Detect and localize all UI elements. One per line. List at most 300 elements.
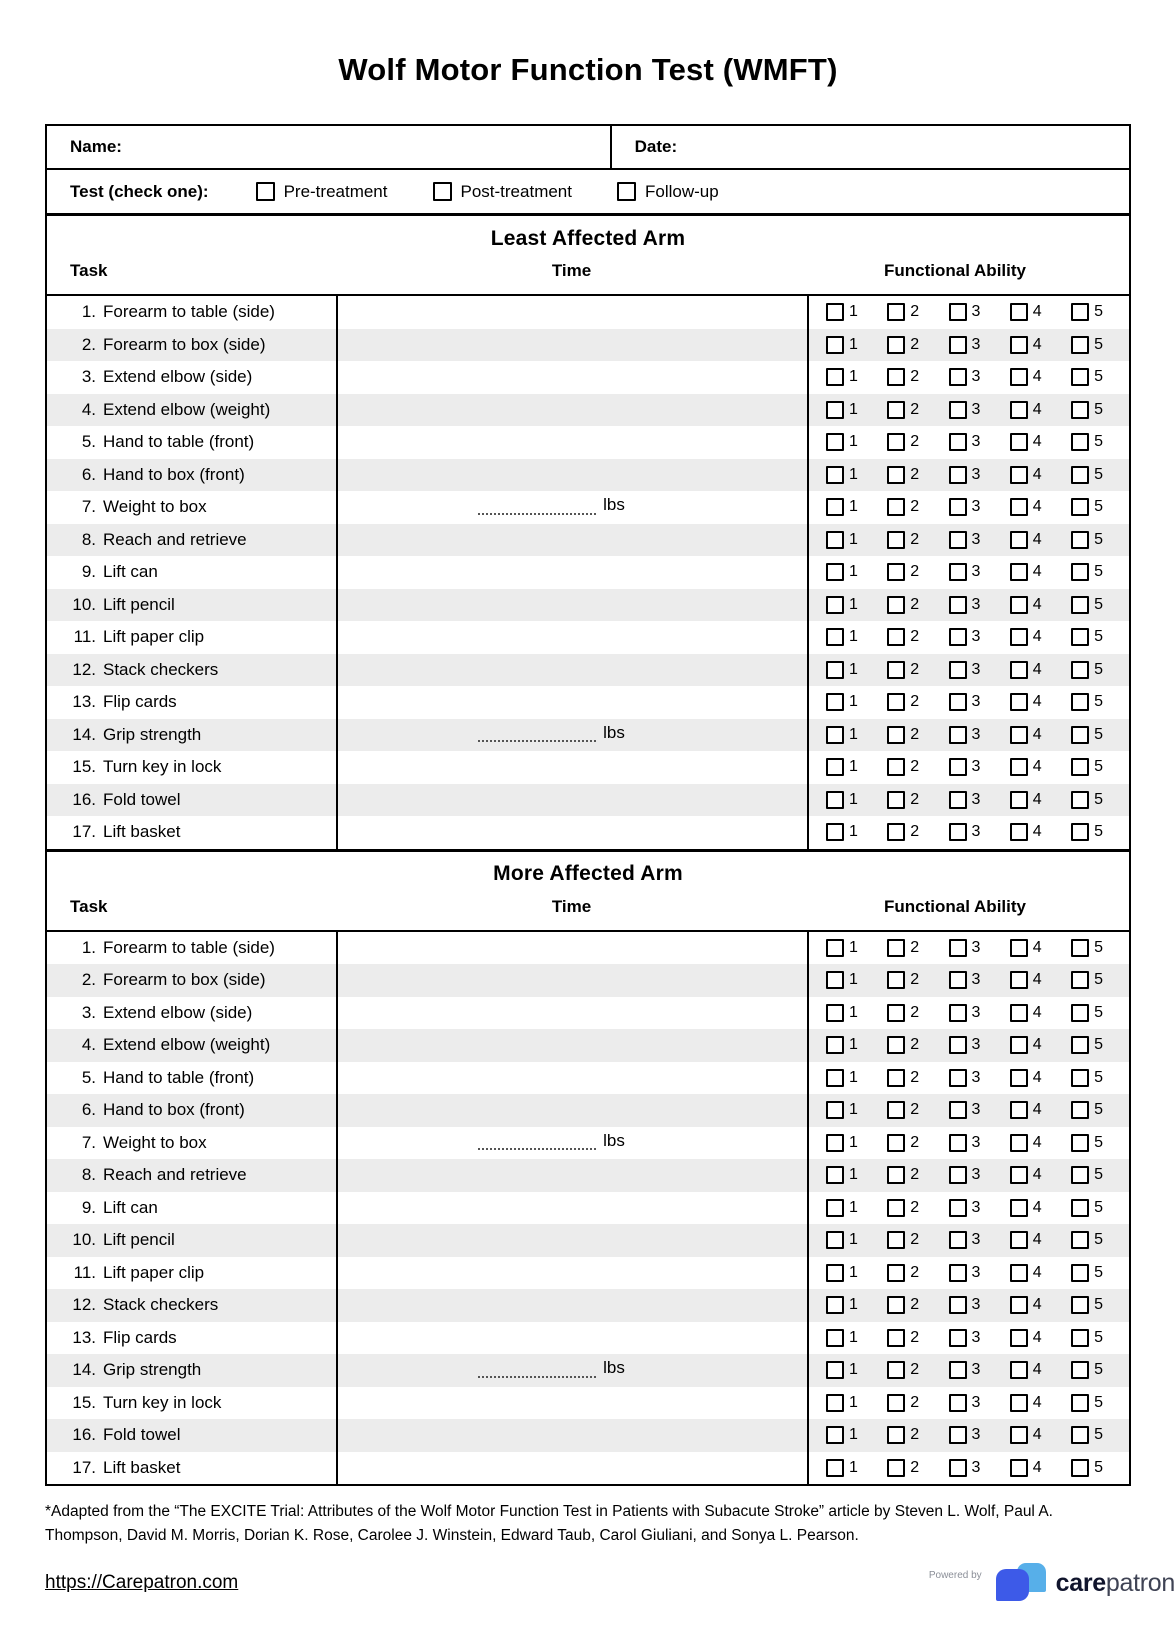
ability-checkbox-5[interactable] bbox=[1071, 401, 1089, 419]
ability-checkbox-1[interactable] bbox=[826, 1426, 844, 1444]
ability-checkbox-3[interactable] bbox=[949, 971, 967, 989]
brand-wordmark-care: care bbox=[1055, 1568, 1106, 1597]
task-cell bbox=[47, 1387, 336, 1420]
ability-checkbox-2[interactable] bbox=[887, 726, 905, 744]
ability-checkbox-1[interactable] bbox=[826, 498, 844, 516]
ability-checkbox-1[interactable] bbox=[826, 1361, 844, 1379]
ability-checkbox-2[interactable] bbox=[887, 1296, 905, 1314]
ability-checkbox-1[interactable] bbox=[826, 1264, 844, 1282]
ability-checkbox-1[interactable] bbox=[826, 939, 844, 957]
ability-checkbox-5[interactable] bbox=[1071, 303, 1089, 321]
ability-score-label: 2 bbox=[910, 971, 920, 989]
task-cell bbox=[47, 589, 336, 622]
time-input-area[interactable] bbox=[336, 964, 807, 997]
ability-checkbox-1[interactable] bbox=[826, 368, 844, 386]
ability-checkbox-3[interactable] bbox=[949, 1101, 967, 1119]
ability-checkbox-3[interactable] bbox=[949, 1361, 967, 1379]
time-input-area[interactable] bbox=[336, 1192, 807, 1225]
ability-checkbox-3[interactable] bbox=[949, 1329, 967, 1347]
time-input-area[interactable] bbox=[336, 1062, 807, 1095]
ability-score-label: 5 bbox=[1094, 725, 1103, 743]
task-cell bbox=[47, 556, 336, 589]
ability-checkbox-5[interactable] bbox=[1071, 971, 1089, 989]
ability-checkbox-4[interactable] bbox=[1010, 368, 1028, 386]
ability-checkbox-1[interactable] bbox=[826, 1134, 844, 1152]
task-label: Lift can bbox=[103, 562, 158, 582]
ability-option-1 bbox=[826, 693, 858, 711]
ability-checkbox-4[interactable] bbox=[1010, 661, 1028, 679]
ability-option-4 bbox=[1010, 336, 1042, 354]
time-input-area[interactable] bbox=[336, 1322, 807, 1355]
ability-checkbox-2[interactable] bbox=[887, 1069, 905, 1087]
ability-checkbox-1[interactable] bbox=[826, 1004, 844, 1022]
ability-score-label: 4 bbox=[1032, 400, 1042, 418]
ability-checkbox-3[interactable] bbox=[949, 791, 967, 809]
ability-checkbox-2[interactable] bbox=[887, 368, 905, 386]
ability-checkbox-4[interactable] bbox=[1010, 498, 1028, 516]
ability-score-label: 2 bbox=[910, 368, 920, 386]
ability-checkbox-4[interactable] bbox=[1010, 758, 1028, 776]
ability-checkbox-5[interactable] bbox=[1071, 1361, 1089, 1379]
ability-option-5 bbox=[1071, 531, 1103, 549]
task-row bbox=[47, 556, 1129, 589]
ability-checkbox-3[interactable] bbox=[949, 1069, 967, 1087]
ability-checkbox-1[interactable] bbox=[826, 758, 844, 776]
ability-checkbox-2[interactable] bbox=[887, 791, 905, 809]
ability-checkbox-1[interactable] bbox=[826, 303, 844, 321]
ability-checkbox-2[interactable] bbox=[887, 1036, 905, 1054]
time-input-area[interactable] bbox=[336, 459, 807, 492]
ability-option-2 bbox=[887, 791, 919, 809]
functional-ability-cell bbox=[807, 1094, 1129, 1127]
ability-checkbox-5[interactable] bbox=[1071, 628, 1089, 646]
task-row bbox=[47, 524, 1129, 557]
lbs-label: lbs bbox=[603, 722, 625, 742]
ability-option-1 bbox=[826, 823, 858, 841]
ability-checkbox-4[interactable] bbox=[1010, 433, 1028, 451]
ability-option-1 bbox=[826, 1296, 858, 1314]
post-treatment-checkbox[interactable] bbox=[433, 182, 452, 201]
ability-option-5 bbox=[1071, 1069, 1103, 1087]
ability-score-label: 2 bbox=[910, 563, 920, 581]
ability-checkbox-1[interactable] bbox=[826, 336, 844, 354]
ability-checkbox-3[interactable] bbox=[949, 368, 967, 386]
functional-ability-cell bbox=[807, 932, 1129, 965]
ability-option-5 bbox=[1071, 628, 1103, 646]
citation-line: *Adapted from the “The EXCITE Trial: Attributes of the Wolf Motor Function Test in Patients with Subacute Stroke” article by Steven L. Wolf, Paul A. bbox=[45, 1503, 1053, 1520]
ability-checkbox-1[interactable] bbox=[826, 466, 844, 484]
ability-option-5 bbox=[1071, 1459, 1103, 1477]
time-input-area[interactable] bbox=[336, 1159, 807, 1192]
time-input-area[interactable] bbox=[336, 361, 807, 394]
ability-score-label: 4 bbox=[1032, 758, 1042, 776]
ability-checkbox-3[interactable] bbox=[949, 1426, 967, 1444]
follow-up-checkbox[interactable] bbox=[617, 182, 636, 201]
wmft-form bbox=[45, 124, 1131, 1486]
time-input-area[interactable] bbox=[336, 621, 807, 654]
follow-up-option bbox=[617, 182, 719, 202]
ability-option-2 bbox=[887, 1069, 919, 1087]
ability-score-label: 1 bbox=[849, 971, 858, 989]
ability-checkbox-4[interactable] bbox=[1010, 628, 1028, 646]
task-row bbox=[47, 1322, 1129, 1355]
ability-checkbox-3[interactable] bbox=[949, 1166, 967, 1184]
ability-checkbox-1[interactable] bbox=[826, 693, 844, 711]
ability-option-2 bbox=[887, 971, 919, 989]
ability-checkbox-2[interactable] bbox=[887, 1426, 905, 1444]
ability-checkbox-4[interactable] bbox=[1010, 971, 1028, 989]
ability-checkbox-5[interactable] bbox=[1071, 758, 1089, 776]
ability-checkbox-4[interactable] bbox=[1010, 1329, 1028, 1347]
ability-score-label: 5 bbox=[1094, 303, 1103, 321]
ability-checkbox-1[interactable] bbox=[826, 531, 844, 549]
ability-checkbox-3[interactable] bbox=[949, 758, 967, 776]
ability-checkbox-5[interactable] bbox=[1071, 693, 1089, 711]
ability-checkbox-1[interactable] bbox=[826, 401, 844, 419]
time-input-area[interactable] bbox=[336, 1127, 807, 1160]
ability-checkbox-5[interactable] bbox=[1071, 1296, 1089, 1314]
ability-checkbox-4[interactable] bbox=[1010, 1004, 1028, 1022]
ability-option-1 bbox=[826, 758, 858, 776]
ability-checkbox-5[interactable] bbox=[1071, 1199, 1089, 1217]
lbs-label: lbs bbox=[603, 1358, 625, 1378]
ability-checkbox-1[interactable] bbox=[826, 1101, 844, 1119]
ability-checkbox-5[interactable] bbox=[1071, 1101, 1089, 1119]
time-input-area[interactable] bbox=[336, 751, 807, 784]
ability-checkbox-3[interactable] bbox=[949, 531, 967, 549]
ability-option-1 bbox=[826, 1231, 858, 1249]
ability-checkbox-1[interactable] bbox=[826, 563, 844, 581]
ability-checkbox-2[interactable] bbox=[887, 1166, 905, 1184]
ability-checkbox-3[interactable] bbox=[949, 661, 967, 679]
ability-checkbox-5[interactable] bbox=[1071, 1459, 1089, 1477]
task-cell bbox=[47, 1419, 336, 1452]
ability-option-4 bbox=[1010, 971, 1042, 989]
ability-checkbox-4[interactable] bbox=[1010, 1101, 1028, 1119]
ability-checkbox-4[interactable] bbox=[1010, 1361, 1028, 1379]
ability-checkbox-4[interactable] bbox=[1010, 531, 1028, 549]
ability-checkbox-2[interactable] bbox=[887, 1361, 905, 1379]
ability-checkbox-1[interactable] bbox=[826, 1296, 844, 1314]
ability-checkbox-1[interactable] bbox=[826, 596, 844, 614]
ability-score-label: 4 bbox=[1032, 790, 1042, 808]
time-input-area[interactable] bbox=[336, 1289, 807, 1322]
ability-checkbox-1[interactable] bbox=[826, 1459, 844, 1477]
ability-checkbox-3[interactable] bbox=[949, 1231, 967, 1249]
ability-checkbox-3[interactable] bbox=[949, 1134, 967, 1152]
ability-checkbox-5[interactable] bbox=[1071, 1426, 1089, 1444]
ability-checkbox-2[interactable] bbox=[887, 693, 905, 711]
ability-checkbox-2[interactable] bbox=[887, 661, 905, 679]
ability-checkbox-1[interactable] bbox=[826, 1329, 844, 1347]
ability-checkbox-1[interactable] bbox=[826, 661, 844, 679]
ability-checkbox-2[interactable] bbox=[887, 628, 905, 646]
ability-score-label: 1 bbox=[849, 465, 858, 483]
ability-checkbox-3[interactable] bbox=[949, 401, 967, 419]
ability-checkbox-4[interactable] bbox=[1010, 1459, 1028, 1477]
ability-checkbox-2[interactable] bbox=[887, 823, 905, 841]
time-input-area[interactable] bbox=[336, 686, 807, 719]
ability-checkbox-3[interactable] bbox=[949, 563, 967, 581]
ability-checkbox-3[interactable] bbox=[949, 939, 967, 957]
pre-treatment-checkbox[interactable] bbox=[256, 182, 275, 201]
ability-checkbox-1[interactable] bbox=[826, 1036, 844, 1054]
ability-checkbox-2[interactable] bbox=[887, 336, 905, 354]
task-cell bbox=[47, 1452, 336, 1485]
ability-checkbox-2[interactable] bbox=[887, 1394, 905, 1412]
ability-checkbox-4[interactable] bbox=[1010, 303, 1028, 321]
time-input-area[interactable] bbox=[336, 1094, 807, 1127]
ability-checkbox-3[interactable] bbox=[949, 628, 967, 646]
ability-score-label: 4 bbox=[1032, 628, 1042, 646]
ability-checkbox-4[interactable] bbox=[1010, 1069, 1028, 1087]
ability-checkbox-1[interactable] bbox=[826, 1231, 844, 1249]
ability-checkbox-2[interactable] bbox=[887, 1231, 905, 1249]
ability-checkbox-5[interactable] bbox=[1071, 596, 1089, 614]
ability-checkbox-5[interactable] bbox=[1071, 823, 1089, 841]
ability-checkbox-4[interactable] bbox=[1010, 466, 1028, 484]
ability-checkbox-5[interactable] bbox=[1071, 1264, 1089, 1282]
ability-checkbox-4[interactable] bbox=[1010, 1394, 1028, 1412]
pre-treatment-option bbox=[256, 182, 388, 202]
time-input-area[interactable] bbox=[336, 556, 807, 589]
time-input-area[interactable] bbox=[336, 719, 807, 752]
ability-score-label: 3 bbox=[971, 1231, 981, 1249]
ability-checkbox-5[interactable] bbox=[1071, 1069, 1089, 1087]
time-input-area[interactable] bbox=[336, 1452, 807, 1485]
task-label: Hand to table (front) bbox=[103, 1067, 255, 1087]
ability-checkbox-2[interactable] bbox=[887, 971, 905, 989]
ability-checkbox-2[interactable] bbox=[887, 401, 905, 419]
column-header-task: Task bbox=[70, 896, 108, 916]
ability-checkbox-4[interactable] bbox=[1010, 1426, 1028, 1444]
carepatron-link[interactable]: https://Carepatron.com bbox=[45, 1572, 239, 1593]
ability-option-3 bbox=[949, 1199, 981, 1217]
ability-checkbox-2[interactable] bbox=[887, 939, 905, 957]
ability-checkbox-2[interactable] bbox=[887, 1134, 905, 1152]
ability-checkbox-2[interactable] bbox=[887, 498, 905, 516]
ability-checkbox-3[interactable] bbox=[949, 1296, 967, 1314]
ability-checkbox-5[interactable] bbox=[1071, 791, 1089, 809]
ability-checkbox-2[interactable] bbox=[887, 531, 905, 549]
time-input-area[interactable] bbox=[336, 296, 807, 329]
ability-checkbox-1[interactable] bbox=[826, 628, 844, 646]
ability-checkbox-3[interactable] bbox=[949, 303, 967, 321]
ability-checkbox-3[interactable] bbox=[949, 1199, 967, 1217]
date-field[interactable] bbox=[610, 126, 1129, 168]
ability-checkbox-4[interactable] bbox=[1010, 1199, 1028, 1217]
functional-ability-cell bbox=[807, 686, 1129, 719]
ability-option-3 bbox=[949, 1101, 981, 1119]
ability-checkbox-1[interactable] bbox=[826, 1199, 844, 1217]
ability-score-label: 2 bbox=[910, 1361, 920, 1379]
ability-checkbox-3[interactable] bbox=[949, 1004, 967, 1022]
ability-checkbox-2[interactable] bbox=[887, 1329, 905, 1347]
task-label: Extend elbow (weight) bbox=[103, 399, 271, 419]
ability-option-3 bbox=[949, 1004, 981, 1022]
time-input-area[interactable] bbox=[336, 784, 807, 817]
task-label: Hand to box (front) bbox=[103, 1100, 245, 1120]
time-input-area[interactable] bbox=[336, 932, 807, 965]
ability-checkbox-4[interactable] bbox=[1010, 939, 1028, 957]
time-input-area[interactable] bbox=[336, 329, 807, 362]
ability-checkbox-4[interactable] bbox=[1010, 791, 1028, 809]
ability-checkbox-1[interactable] bbox=[826, 1069, 844, 1087]
time-input-area[interactable] bbox=[336, 524, 807, 557]
ability-option-2 bbox=[887, 336, 919, 354]
ability-checkbox-3[interactable] bbox=[949, 1036, 967, 1054]
ability-score-label: 1 bbox=[849, 368, 858, 386]
ability-option-2 bbox=[887, 1101, 919, 1119]
ability-option-2 bbox=[887, 823, 919, 841]
ability-option-3 bbox=[949, 1361, 981, 1379]
ability-checkbox-4[interactable] bbox=[1010, 1134, 1028, 1152]
ability-checkbox-3[interactable] bbox=[949, 1394, 967, 1412]
task-number: 15. bbox=[72, 757, 96, 777]
task-label: Fold towel bbox=[103, 789, 181, 809]
ability-checkbox-4[interactable] bbox=[1010, 1296, 1028, 1314]
ability-option-5 bbox=[1071, 1329, 1103, 1347]
time-input-area[interactable] bbox=[336, 654, 807, 687]
ability-option-4 bbox=[1010, 823, 1042, 841]
name-field[interactable] bbox=[47, 126, 610, 168]
ability-checkbox-4[interactable] bbox=[1010, 693, 1028, 711]
ability-score-label: 1 bbox=[849, 1068, 858, 1086]
time-input-area[interactable] bbox=[336, 1257, 807, 1290]
ability-checkbox-5[interactable] bbox=[1071, 466, 1089, 484]
ability-score-label: 1 bbox=[849, 1166, 858, 1184]
ability-checkbox-4[interactable] bbox=[1010, 823, 1028, 841]
time-input-area[interactable] bbox=[336, 1029, 807, 1062]
ability-checkbox-1[interactable] bbox=[826, 971, 844, 989]
ability-option-5 bbox=[1071, 368, 1103, 386]
ability-checkbox-5[interactable] bbox=[1071, 368, 1089, 386]
ability-score-label: 2 bbox=[910, 1328, 920, 1346]
time-input-area[interactable] bbox=[336, 997, 807, 1030]
ability-checkbox-1[interactable] bbox=[826, 1166, 844, 1184]
ability-option-3 bbox=[949, 1426, 981, 1444]
task-cell bbox=[47, 686, 336, 719]
ability-option-5 bbox=[1071, 939, 1103, 957]
time-input-area[interactable] bbox=[336, 1354, 807, 1387]
time-input-area[interactable] bbox=[336, 491, 807, 524]
ability-checkbox-5[interactable] bbox=[1071, 939, 1089, 957]
ability-checkbox-5[interactable] bbox=[1071, 1004, 1089, 1022]
ability-checkbox-4[interactable] bbox=[1010, 401, 1028, 419]
ability-checkbox-5[interactable] bbox=[1071, 563, 1089, 581]
ability-checkbox-1[interactable] bbox=[826, 1394, 844, 1412]
time-input-area[interactable] bbox=[336, 426, 807, 459]
time-input-area[interactable] bbox=[336, 394, 807, 427]
ability-checkbox-3[interactable] bbox=[949, 1264, 967, 1282]
ability-checkbox-5[interactable] bbox=[1071, 1036, 1089, 1054]
ability-checkbox-2[interactable] bbox=[887, 563, 905, 581]
task-cell bbox=[47, 654, 336, 687]
ability-checkbox-1[interactable] bbox=[826, 433, 844, 451]
ability-option-3 bbox=[949, 939, 981, 957]
ability-checkbox-3[interactable] bbox=[949, 823, 967, 841]
ability-option-3 bbox=[949, 401, 981, 419]
ability-option-2 bbox=[887, 1264, 919, 1282]
ability-score-label: 3 bbox=[971, 823, 981, 841]
ability-checkbox-5[interactable] bbox=[1071, 1134, 1089, 1152]
ability-checkbox-3[interactable] bbox=[949, 336, 967, 354]
ability-checkbox-5[interactable] bbox=[1071, 336, 1089, 354]
time-input-area[interactable] bbox=[336, 1224, 807, 1257]
ability-checkbox-3[interactable] bbox=[949, 498, 967, 516]
ability-checkbox-2[interactable] bbox=[887, 1199, 905, 1217]
ability-checkbox-1[interactable] bbox=[826, 791, 844, 809]
ability-checkbox-3[interactable] bbox=[949, 693, 967, 711]
ability-checkbox-4[interactable] bbox=[1010, 336, 1028, 354]
ability-checkbox-2[interactable] bbox=[887, 596, 905, 614]
ability-checkbox-3[interactable] bbox=[949, 433, 967, 451]
ability-score-label: 2 bbox=[910, 1296, 920, 1314]
ability-option-1 bbox=[826, 661, 858, 679]
task-label: Lift paper clip bbox=[103, 1262, 205, 1282]
ability-checkbox-4[interactable] bbox=[1010, 726, 1028, 744]
time-input-area[interactable] bbox=[336, 1387, 807, 1420]
ability-checkbox-5[interactable] bbox=[1071, 498, 1089, 516]
time-input-area[interactable] bbox=[336, 1419, 807, 1452]
ability-checkbox-5[interactable] bbox=[1071, 661, 1089, 679]
ability-option-3 bbox=[949, 1069, 981, 1087]
functional-ability-cell bbox=[807, 491, 1129, 524]
time-input-area[interactable] bbox=[336, 816, 807, 849]
ability-option-4 bbox=[1010, 1296, 1042, 1314]
ability-checkbox-4[interactable] bbox=[1010, 1231, 1028, 1249]
functional-ability-cell bbox=[807, 1289, 1129, 1322]
ability-option-1 bbox=[826, 791, 858, 809]
ability-checkbox-2[interactable] bbox=[887, 1459, 905, 1477]
ability-checkbox-4[interactable] bbox=[1010, 596, 1028, 614]
ability-checkbox-2[interactable] bbox=[887, 433, 905, 451]
task-number: 11. bbox=[73, 627, 96, 647]
ability-checkbox-1[interactable] bbox=[826, 726, 844, 744]
ability-checkbox-5[interactable] bbox=[1071, 1394, 1089, 1412]
task-row bbox=[47, 964, 1129, 997]
ability-score-label: 5 bbox=[1094, 433, 1103, 451]
task-row bbox=[47, 1127, 1129, 1160]
ability-checkbox-2[interactable] bbox=[887, 1264, 905, 1282]
ability-checkbox-3[interactable] bbox=[949, 726, 967, 744]
ability-checkbox-5[interactable] bbox=[1071, 726, 1089, 744]
ability-checkbox-5[interactable] bbox=[1071, 531, 1089, 549]
ability-checkbox-2[interactable] bbox=[887, 303, 905, 321]
ability-checkbox-5[interactable] bbox=[1071, 433, 1089, 451]
functional-ability-cell bbox=[807, 719, 1129, 752]
ability-checkbox-4[interactable] bbox=[1010, 1166, 1028, 1184]
ability-checkbox-5[interactable] bbox=[1071, 1166, 1089, 1184]
task-cell bbox=[47, 1094, 336, 1127]
ability-checkbox-3[interactable] bbox=[949, 466, 967, 484]
ability-checkbox-2[interactable] bbox=[887, 1004, 905, 1022]
ability-checkbox-2[interactable] bbox=[887, 758, 905, 776]
time-input-area[interactable] bbox=[336, 589, 807, 622]
ability-checkbox-1[interactable] bbox=[826, 823, 844, 841]
ability-checkbox-3[interactable] bbox=[949, 1459, 967, 1477]
task-label: Turn key in lock bbox=[103, 757, 222, 777]
ability-checkbox-2[interactable] bbox=[887, 1101, 905, 1119]
ability-checkbox-5[interactable] bbox=[1071, 1329, 1089, 1347]
ability-checkbox-4[interactable] bbox=[1010, 563, 1028, 581]
ability-checkbox-3[interactable] bbox=[949, 596, 967, 614]
ability-checkbox-4[interactable] bbox=[1010, 1036, 1028, 1054]
ability-score-label: 4 bbox=[1032, 1361, 1042, 1379]
ability-checkbox-5[interactable] bbox=[1071, 1231, 1089, 1249]
ability-checkbox-4[interactable] bbox=[1010, 1264, 1028, 1282]
ability-checkbox-2[interactable] bbox=[887, 466, 905, 484]
